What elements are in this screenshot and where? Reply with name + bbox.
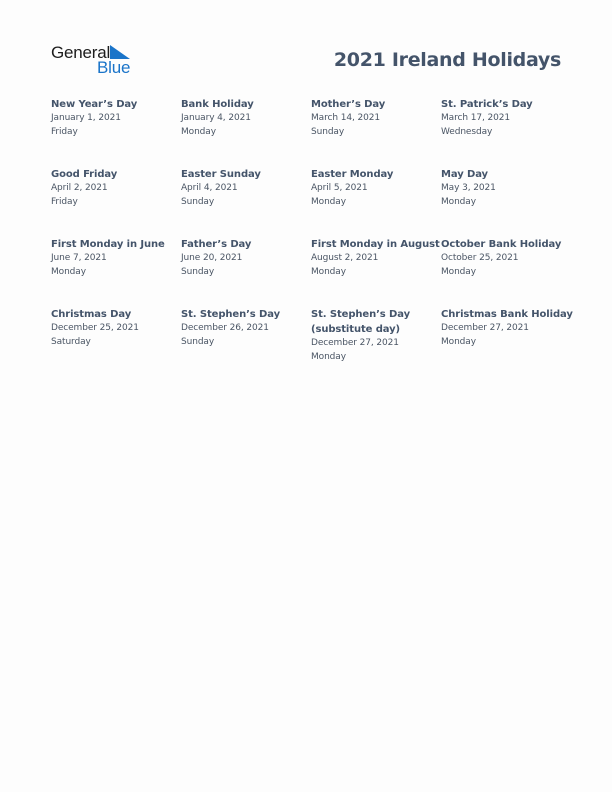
holiday-name: New Year’s Day: [51, 99, 138, 110]
holiday-weekday: Sunday: [181, 266, 215, 277]
holiday-item: [441, 167, 581, 237]
holiday-name: First Monday in June: [51, 239, 165, 250]
holiday-name: Father’s Day: [181, 239, 252, 250]
holiday-item: [181, 167, 311, 237]
holiday-date: December 27, 2021: [311, 338, 399, 348]
holiday-name: St. Stephen’s Day: [181, 309, 280, 320]
holiday-weekday: Monday: [311, 266, 346, 277]
holiday-date: December 27, 2021: [441, 323, 529, 333]
holiday-item: [181, 97, 311, 167]
holiday-item: [311, 97, 441, 167]
holiday-item: [441, 307, 581, 377]
holiday-date: October 25, 2021: [441, 253, 519, 263]
holiday-item: [51, 97, 181, 167]
holiday-weekday: Sunday: [181, 336, 215, 347]
holiday-weekday: Monday: [311, 351, 346, 362]
holiday-weekday: Monday: [441, 266, 476, 277]
holiday-date: December 26, 2021: [181, 323, 269, 333]
holiday-weekday: Monday: [311, 196, 346, 207]
holiday-grid: [51, 97, 581, 377]
holiday-name: Easter Monday: [311, 169, 394, 180]
holiday-item: [181, 307, 311, 377]
holiday-name: Christmas Day: [51, 309, 132, 320]
holiday-item: [181, 237, 311, 307]
holiday-name: St. Patrick’s Day: [441, 99, 533, 110]
holiday-weekday: Friday: [51, 196, 78, 207]
holiday-name: Christmas Bank Holiday: [441, 309, 573, 320]
holiday-date: May 3, 2021: [441, 183, 496, 193]
holiday-item: [51, 167, 181, 237]
holiday-date: June 20, 2021: [181, 253, 243, 263]
holiday-date: March 14, 2021: [311, 113, 380, 123]
holiday-date: April 5, 2021: [311, 183, 368, 193]
holiday-name: Good Friday: [51, 169, 118, 180]
holiday-name: October Bank Holiday: [441, 239, 562, 250]
holiday-date: December 25, 2021: [51, 323, 139, 333]
holiday-date: March 17, 2021: [441, 113, 510, 123]
holiday-weekday: Wednesday: [441, 126, 493, 137]
holiday-weekday: Monday: [51, 266, 86, 277]
logo-text-blue: Blue: [97, 58, 131, 77]
holiday-item: [441, 97, 581, 167]
holiday-item: [51, 237, 181, 307]
holiday-weekday: Sunday: [311, 126, 345, 137]
holiday-item: [51, 307, 181, 377]
holiday-name: First Monday in August: [311, 239, 440, 250]
holiday-item: [441, 237, 581, 307]
holiday-item: [311, 237, 441, 307]
holiday-item: [311, 307, 441, 377]
page-title: 2021 Ireland Holidays: [333, 49, 561, 71]
holiday-name: Mother’s Day: [311, 99, 386, 110]
holiday-name: St. Stephen’s Day (substitute day): [311, 309, 410, 335]
holiday-name: Bank Holiday: [181, 99, 254, 110]
holiday-date: January 1, 2021: [51, 113, 121, 123]
holiday-date: April 4, 2021: [181, 183, 238, 193]
holiday-weekday: Saturday: [51, 336, 91, 347]
holiday-weekday: Friday: [51, 126, 78, 137]
generalblue-logo: [51, 44, 135, 76]
holiday-weekday: Monday: [441, 196, 476, 207]
logo-text-general: General: [51, 43, 111, 62]
holiday-date: August 2, 2021: [311, 253, 379, 263]
holiday-date: April 2, 2021: [51, 183, 108, 193]
holiday-weekday: Sunday: [181, 196, 215, 207]
logo-triangle-icon: [110, 45, 130, 59]
holiday-weekday: Monday: [441, 336, 476, 347]
holiday-name: Easter Sunday: [181, 169, 261, 180]
holiday-name: May Day: [441, 169, 488, 180]
holiday-date: January 4, 2021: [181, 113, 251, 123]
holiday-item: [311, 167, 441, 237]
holiday-date: June 7, 2021: [51, 253, 107, 263]
holiday-weekday: Monday: [181, 126, 216, 137]
